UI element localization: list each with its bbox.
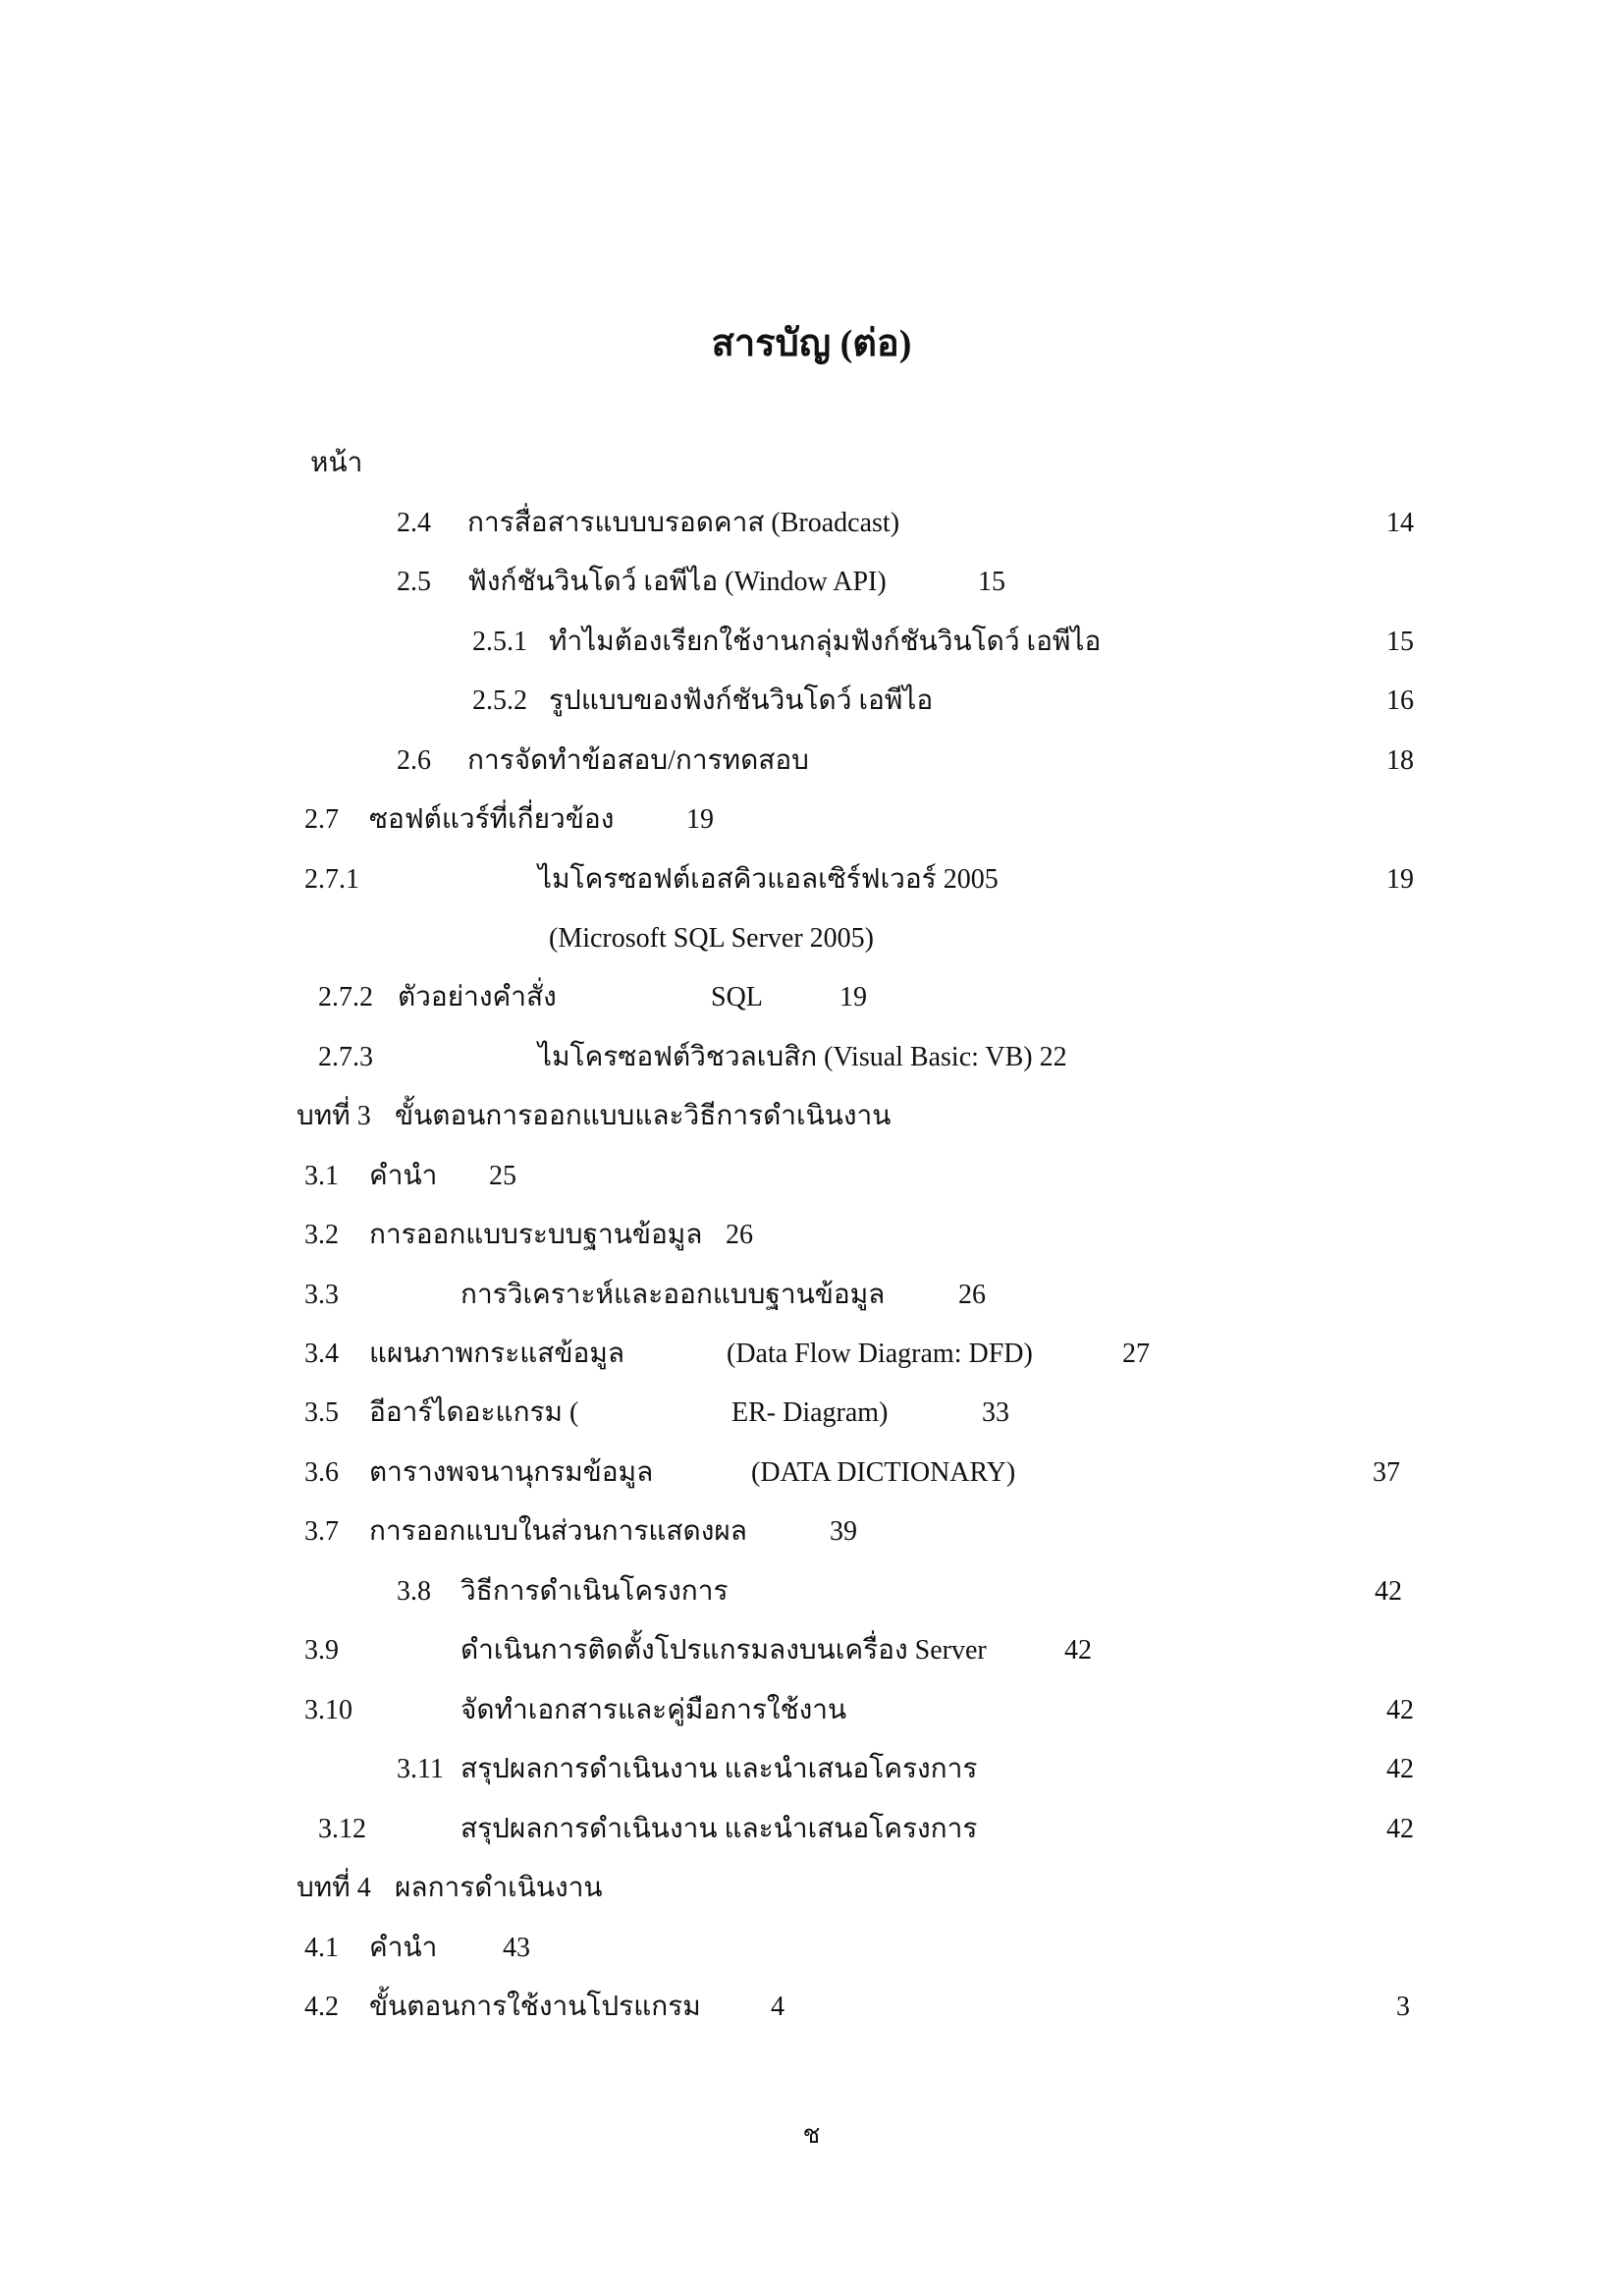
toc-entry-page: 42: [1386, 1814, 1414, 1844]
toc-entry-page: 25: [489, 1161, 516, 1191]
toc-entry-title: การออกแบบระบบฐานข้อมูล: [369, 1220, 703, 1250]
toc-entry-page: 15: [1386, 627, 1414, 657]
toc-chapter-title: ขั้นตอนการออกแบบและวิธีการดำเนินงาน: [395, 1101, 892, 1131]
toc-entry-title: การสื่อสารแบบบรอดคาส (Broadcast): [467, 508, 900, 538]
toc-entry-title-extra: SQL: [711, 982, 763, 1012]
toc-entry-number: 2.5.1: [472, 627, 527, 657]
toc-entry-number: 2.6: [397, 745, 431, 776]
page-number: ช: [802, 2120, 821, 2149]
toc-chapter-title: ผลการดำเนินงาน: [395, 1873, 603, 1903]
toc-chapter-number: บทที่ 3: [297, 1101, 371, 1131]
toc-entry-title: ไมโครซอฟต์เอสคิวแอลเซิร์ฟเวอร์ 2005: [538, 864, 999, 895]
toc-entry-page: 15: [978, 567, 1005, 597]
toc-entry-page: 39: [830, 1516, 857, 1547]
toc-entry-page: 33: [982, 1397, 1009, 1428]
toc-entry-number: 3.6: [304, 1457, 339, 1488]
page-title: สารบัญ (ต่อ): [711, 323, 912, 364]
toc-entry-title: จัดทำเอกสารและคู่มือการใช้งาน: [460, 1695, 847, 1725]
toc-entry-title: สรุปผลการดำเนินงาน และนำเสนอโครงการ: [460, 1814, 978, 1844]
toc-entry-number: 4.1: [304, 1933, 339, 1963]
toc-entry-number: 3.9: [304, 1635, 339, 1666]
toc-entry-title: รูปแบบของฟังก์ชันวินโดว์ เอพีไอ: [549, 685, 934, 716]
toc-entry-number: 2.5: [397, 567, 431, 597]
toc-entry-number: 3.7: [304, 1516, 339, 1547]
toc-entry-number: 2.7.1: [304, 864, 359, 895]
toc-entry-title: คำนำ: [369, 1161, 438, 1191]
toc-entry-page: 19: [1386, 864, 1414, 895]
toc-entry-title: (Microsoft SQL Server 2005): [549, 923, 875, 954]
toc-entry-title-extra: ER- Diagram): [731, 1397, 889, 1428]
toc-entry-title-extra: (Data Flow Diagram: DFD): [727, 1339, 1033, 1369]
toc-entry-title: ตัวอย่างคำสั่ง: [398, 982, 557, 1012]
toc-entry-page: 42: [1064, 1635, 1092, 1666]
toc-entry-title: การออกแบบในส่วนการแสดงผล: [369, 1516, 747, 1547]
toc-entry-number: 3.1: [304, 1161, 339, 1191]
toc-entry-number: 3.4: [304, 1339, 339, 1369]
toc-entry-page: 19: [686, 804, 714, 835]
toc-entry-page: 26: [958, 1280, 986, 1310]
toc-entry-title: ดำเนินการติดตั้งโปรแกรมลงบนเครื่อง Server: [460, 1635, 987, 1666]
toc-entry-title: คำนำ: [369, 1933, 438, 1963]
toc-entry-number: 3.12: [318, 1814, 366, 1844]
page-column-label: หน้า: [310, 448, 363, 478]
toc-entry-page: 43: [503, 1933, 530, 1963]
toc-entry-page: 42: [1386, 1695, 1414, 1725]
toc-entry-title: ทำไมต้องเรียกใช้งานกลุ่มฟังก์ชันวินโดว์ เอพีไอ: [549, 627, 1102, 657]
toc-entry-page: 42: [1386, 1754, 1414, 1784]
toc-entry-page: 42: [1375, 1576, 1402, 1607]
toc-entry-number: 3.2: [304, 1220, 339, 1250]
toc-entry-number: 3.8: [397, 1576, 431, 1607]
toc-entry-title: วิธีการดำเนินโครงการ: [460, 1576, 729, 1607]
toc-entry-page: 37: [1373, 1457, 1400, 1488]
toc-entry-title: แผนภาพกระแสข้อมูล: [369, 1339, 624, 1369]
toc-entry-title: ตารางพจนานุกรมข้อมูล: [369, 1457, 654, 1488]
toc-entry-page: 18: [1386, 745, 1414, 776]
toc-entry-page: 19: [839, 982, 867, 1012]
toc-entry-number: 2.7: [304, 804, 339, 835]
toc-entry-title: การวิเคราะห์และออกแบบฐานข้อมูล: [460, 1280, 886, 1310]
toc-entry-number: 3.3: [304, 1280, 339, 1310]
toc-entry-number: 3.5: [304, 1397, 339, 1428]
toc-entry-page: 27: [1122, 1339, 1150, 1369]
toc-entry-page: 3: [1396, 1992, 1410, 2022]
toc-entry-number: 2.7.3: [318, 1042, 373, 1072]
toc-chapter-number: บทที่ 4: [297, 1873, 371, 1903]
toc-entry-number: 2.7.2: [318, 982, 373, 1012]
toc-entry-title-extra: (DATA DICTIONARY): [751, 1457, 1016, 1488]
toc-entry-page: 16: [1386, 685, 1414, 716]
toc-entry-number: 2.4: [397, 508, 431, 538]
toc-entry-title-extra: 4: [771, 1992, 784, 2022]
toc-entry-title: การจัดทำข้อสอบ/การทดสอบ: [467, 745, 809, 776]
toc-entry-title: ขั้นตอนการใช้งานโปรแกรม: [369, 1992, 701, 2022]
toc-entry-page: 14: [1386, 508, 1414, 538]
toc-entry-title: ซอฟต์แวร์ที่เกี่ยวข้อง: [369, 804, 615, 835]
toc-entry-number: 4.2: [304, 1992, 339, 2022]
toc-entry-page: 26: [726, 1220, 753, 1250]
toc-entry-title: ฟังก์ชันวินโดว์ เอพีไอ (Window API): [467, 567, 887, 597]
toc-entry-number: 2.5.2: [472, 685, 527, 716]
toc-entry-title: ไมโครซอฟต์วิชวลเบสิก (Visual Basic: VB) 22: [538, 1042, 1067, 1072]
toc-entry-title: สรุปผลการดำเนินงาน และนำเสนอโครงการ: [460, 1754, 978, 1784]
toc-entry-number: 3.11: [397, 1754, 444, 1784]
toc-entry-number: 3.10: [304, 1695, 352, 1725]
toc-entry-title: อีอาร์ไดอะแกรม (: [369, 1397, 579, 1428]
